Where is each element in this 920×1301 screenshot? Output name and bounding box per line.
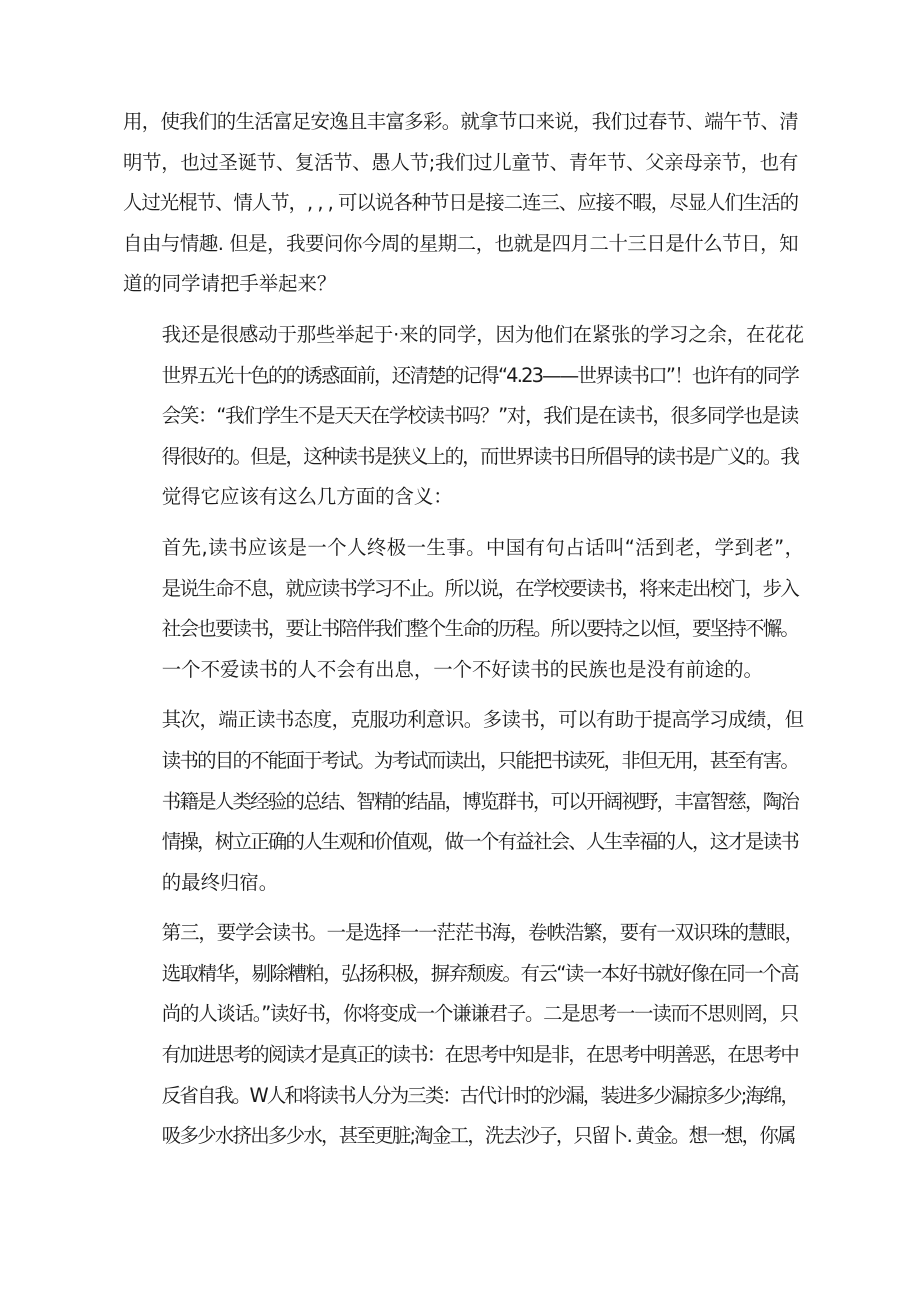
paragraph [123, 913, 798, 1157]
text-line: 第三，要学会读书。一是选择一一茫茫书海，卷帙浩繁，要有一双识珠的慧眼， [161, 921, 798, 945]
paragraph [123, 700, 798, 903]
text-line: 会笑：“我们学生不是天天在学校读书吗？”对，我们是在读书，很多同学也是读 [161, 404, 798, 428]
paragraph [123, 315, 798, 518]
text-line: 自由与情趣. 但是，我要问你今周的星期二，也就是四月二十三日是什么节日，知 [123, 231, 798, 255]
text-line: 选取精华，剔除糟粕，弘扬积极，摒弃颓废。有云“读一本好书就好像在同一个高 [161, 961, 798, 985]
paragraph [123, 102, 798, 305]
paragraph [123, 528, 798, 690]
text-line: 道的同学请把手举起来？ [123, 272, 337, 296]
text-line: 情操，树立正确的人生观和价值观，做一个有益社会、人生幸福的人，这才是读书 [161, 830, 798, 854]
text-line: 尚的人谈话。”读好书，你将变成一个谦谦君子。二是思考一一读而不思则罔，只 [161, 1002, 798, 1026]
text-line: 觉得它应该有这么几方面的含义： [161, 485, 453, 509]
text-line: 世界五光十色的的诱惑面前，还清楚的记得“4.23——世界读书口”！也许有的同学 [161, 363, 798, 387]
text-line: 反省自我。W人和将读书人分为三类：古代计时的沙漏，装进多少漏掠多少;海绵， [161, 1083, 798, 1107]
text-line: 首先, 读书应该是一个人终极一生事。中国有句占话叫“活到老，学到老”， [161, 535, 798, 559]
text-line: 书籍是人类经验的总结、智精的结晶，博览群书，可以开阔视野，丰富智慈，陶治 [161, 789, 798, 813]
text-line: 得很好的。但是，这种读书是狭义上的，而世界读书日所倡导的读书是广义的。我 [161, 444, 798, 468]
text-line: 明节，也过圣诞节、复活节、愚人节;我们过儿童节、青年节、父亲母亲节，也有 [123, 150, 798, 174]
text-line: 其次，端正读书态度，克服功利意识。多读书，可以有助于提高学习成绩，但 [161, 708, 798, 732]
text-line: 我还是很感动于那些举起于·来的同学，因为他们在紧张的学习之余，在花花 [161, 322, 798, 346]
document-body [123, 102, 798, 1167]
text-line: 社会也要读书，要让书陪伴我们整个生命的历程。所以要持之以恒，要坚持不懈。 [161, 617, 798, 641]
text-line: 有加进思考的阅读才是真正的读书：在思考中知是非，在思考中明善恶，在思考中 [161, 1043, 798, 1067]
text-line: 读书的目的不能面于考试。为考试而读出，只能把书读死，非但无用，甚至有害。 [161, 748, 798, 772]
text-line: 人过光棍节、情人节，, , , 可以说各种节日是接二连三、应接不暇，尽显人们生活的 [123, 191, 798, 215]
text-line: 一个不爱读书的人不会有出息，一个不好读书的民族也是没有前途的。 [161, 657, 763, 681]
text-line: 的最终归宿。 [161, 870, 279, 894]
text-line: 用，使我们的生活富足安逸且丰富多彩。就拿节口来说，我们过春节、端午节、清 [123, 110, 798, 133]
text-line: 是说生命不息，就应读书学习不止。所以说，在学校要读书，将来走出校门，步入 [161, 576, 798, 600]
text-line: 吸多少水挤出多少水，甚至更脏;淘金工，洗去沙子，只留卜. 黄金。想一想，你属 [161, 1124, 795, 1148]
